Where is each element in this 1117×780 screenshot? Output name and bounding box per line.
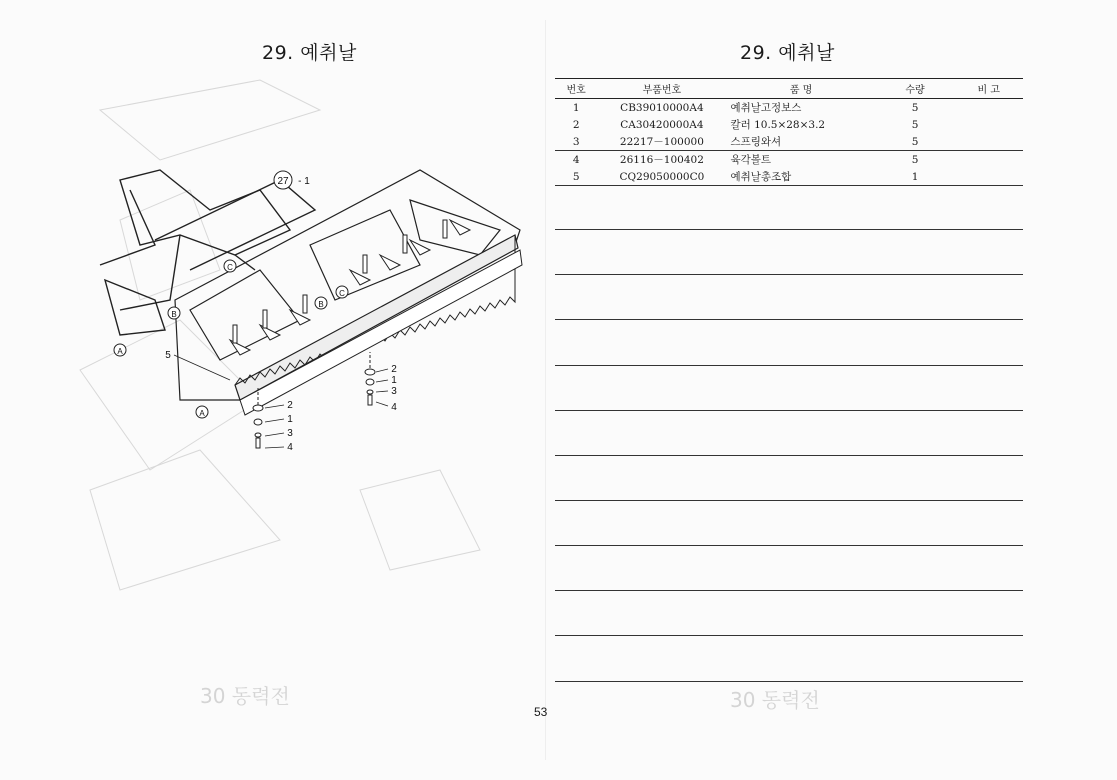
boss-1: [254, 419, 262, 425]
empty-table-rule: [555, 319, 1023, 320]
header-remarks: 비 고: [954, 79, 1023, 99]
callout-b2: B: [318, 300, 324, 309]
row-remarks: [954, 133, 1023, 151]
empty-table-rule: [555, 590, 1023, 591]
frame-assembly: [100, 170, 315, 335]
row-quantity: 5: [876, 151, 955, 169]
callout-right-2: 2: [391, 364, 397, 375]
empty-table-rule: [555, 635, 1023, 636]
table-row: [555, 116, 1023, 133]
row-quantity: 5: [911, 101, 919, 114]
empty-table-rule: [555, 545, 1023, 546]
row-part-name: 육각볼트: [726, 151, 875, 169]
row-remarks: [954, 99, 1023, 117]
table-row: [555, 99, 1023, 117]
parts-table: [555, 78, 1023, 186]
callout-right-3: 3: [391, 386, 397, 397]
empty-table-rule: [555, 681, 1023, 682]
header-quantity: 수량: [876, 79, 955, 99]
callout-right-1: 1: [391, 375, 397, 386]
callout-c2: C: [339, 289, 345, 298]
left-page-title: 29. 예취날: [262, 42, 357, 64]
callout-a2: A: [199, 409, 205, 418]
empty-table-rule: [555, 500, 1023, 501]
exploded-fasteners-right: [365, 352, 375, 405]
row-part-name: 예취날고정보스: [730, 102, 802, 114]
row-remarks: [954, 116, 1023, 133]
row-number: 5: [555, 168, 597, 186]
row-quantity: 1: [876, 168, 955, 186]
callout-a: A: [117, 347, 123, 356]
page-fold-line: [545, 20, 546, 760]
empty-table-rule: [555, 410, 1023, 411]
empty-table-rule: [555, 229, 1023, 230]
callout-left-3: 3: [287, 428, 293, 439]
bolts: [233, 220, 447, 343]
row-quantity: 5: [911, 118, 919, 131]
row-part-number: 22217－100000: [619, 136, 704, 148]
callout-left-1: 1: [287, 414, 293, 425]
row-part-name: 칼러 10.5×28×3.2: [730, 119, 826, 131]
parts-table-header: [555, 79, 1023, 99]
callout-b: B: [171, 310, 177, 319]
table-row: [555, 151, 1023, 169]
row-part-name: 예취날총조합: [726, 168, 875, 186]
row-part-name: 스프링와셔: [730, 136, 782, 148]
row-number: 4: [555, 151, 597, 169]
callout-left-4: 4: [287, 442, 293, 453]
collar-2: [253, 405, 263, 411]
row-number: 1: [572, 101, 580, 114]
row-number: 3: [572, 135, 580, 148]
bleed-through-text-left: 30 동력전: [200, 684, 290, 708]
callout-item-5: 5: [165, 350, 171, 361]
header-part-number: 부품번호: [597, 79, 726, 99]
row-part-number: CB39010000A4: [620, 101, 704, 114]
page-number: 53: [534, 705, 548, 719]
callout-27-qty: - 1: [298, 176, 310, 187]
row-remarks: [954, 168, 1023, 186]
spring-washer-3: [255, 433, 261, 437]
callout-left-2: 2: [287, 400, 293, 411]
callout-c: C: [227, 263, 233, 272]
empty-table-rule: [555, 274, 1023, 275]
callout-right-4: 4: [391, 402, 397, 413]
row-part-number: 26116－100402: [597, 151, 726, 169]
row-quantity: 5: [911, 135, 919, 148]
right-page-title: 29. 예취날: [740, 42, 835, 64]
table-row: [555, 133, 1023, 151]
header-number: 번호: [555, 79, 597, 99]
hex-bolt-4: [256, 438, 260, 448]
callout-27: 27: [277, 176, 289, 187]
row-number: 2: [572, 118, 580, 131]
row-remarks: [954, 151, 1023, 169]
cutter-bar-blade: [235, 235, 522, 415]
header-part-name: 품 명: [726, 79, 875, 99]
exploded-parts-diagram: [60, 70, 540, 630]
row-part-number: CA30420000A4: [620, 118, 704, 131]
empty-table-rule: [555, 455, 1023, 456]
bleed-through-text-right: 30 동력전: [730, 688, 820, 712]
row-part-number: CQ29050000C0: [597, 168, 726, 186]
empty-table-rule: [555, 365, 1023, 366]
table-row: [555, 168, 1023, 186]
